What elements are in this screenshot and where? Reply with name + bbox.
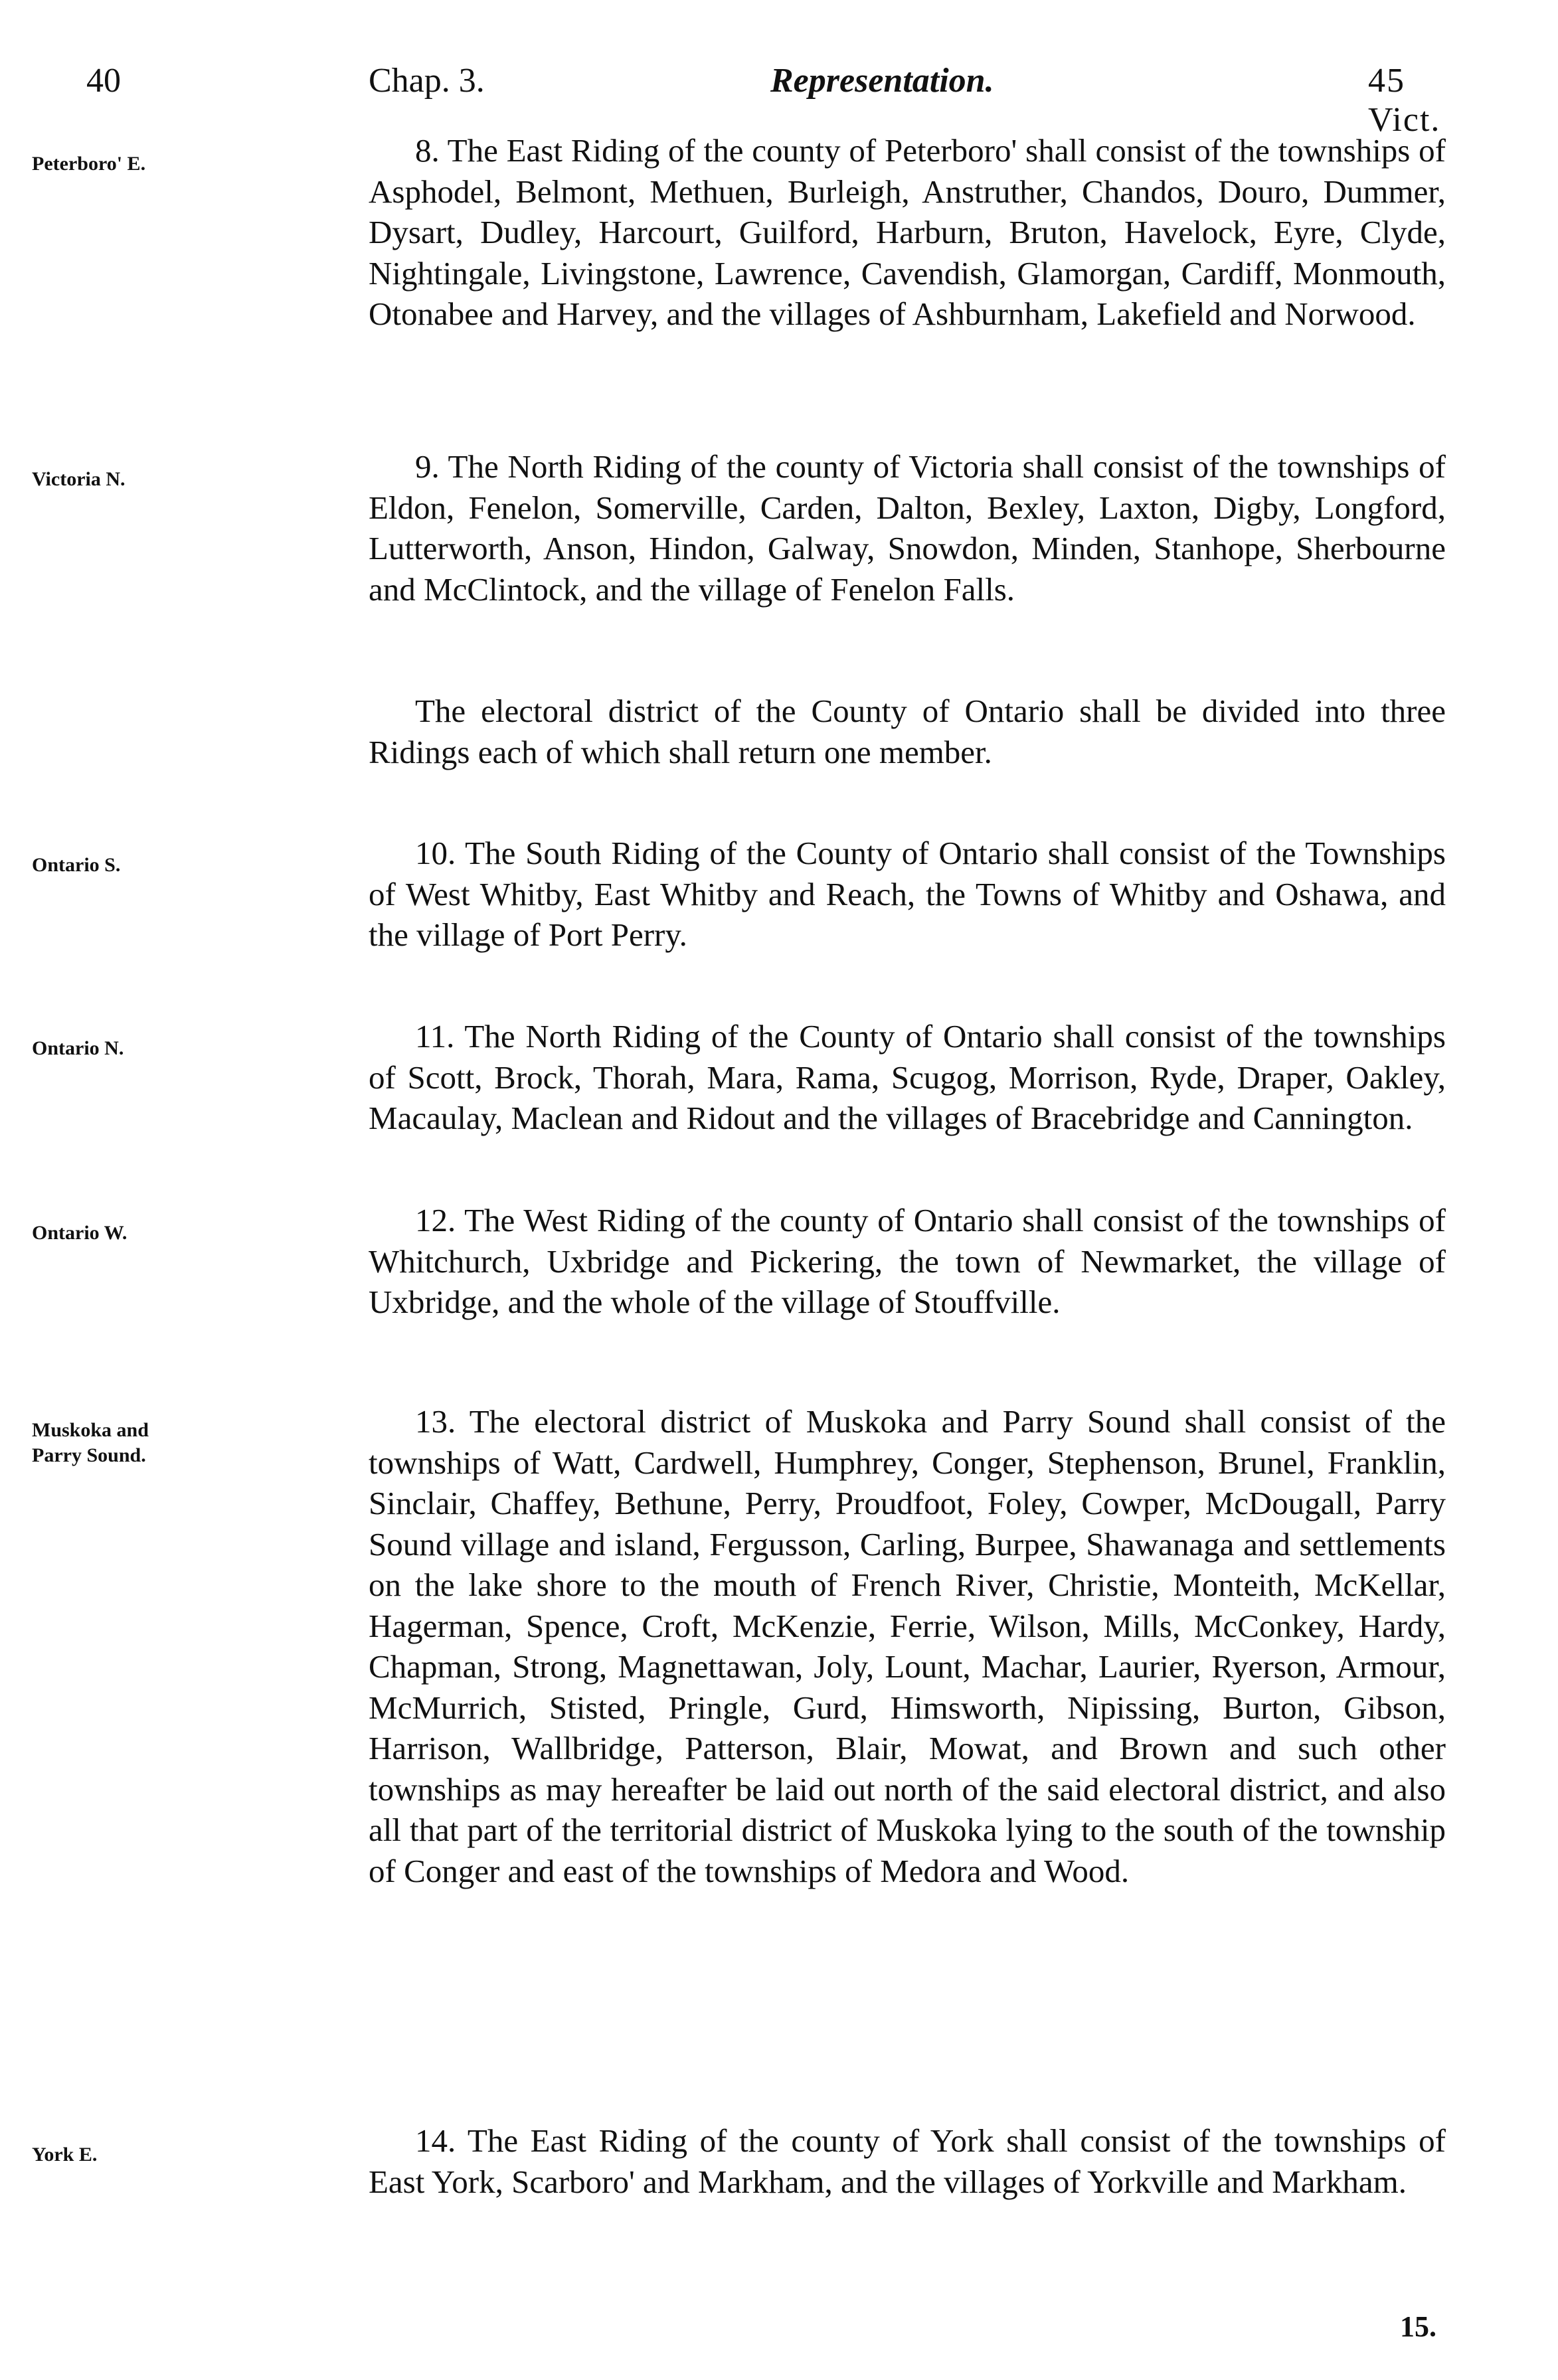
reign-label: 45 Vict. (1368, 62, 1441, 139)
section-14: 14. The East Riding of the county of York shall consist of the townships of East York, Scarboro' and Markham, and the villages of Yorkville and Markham. (369, 2122, 1446, 2200)
running-head (66, 61, 1474, 139)
margin-note-ontario-south: Ontario S. (32, 854, 121, 876)
section-10: 10. The South Riding of the County of Ontario shall consist of the Townships of West Whitby, East Whitby and Reach, the Towns of Whitby and Oshawa, and the village of Port Perry. (369, 835, 1446, 953)
ontario-division-paragraph: The electoral district of the County of Ontario shall be divided into three Ridings each of which shall return one member. (369, 693, 1446, 770)
section-13: 13. The electoral district of Muskoka and Parry Sound shall consist of the townships of Watt, Cardwell, Humphrey, Conger, Stephenson, Brunel, Franklin, Sinclair, Chaffey, Bethune, Perry, Proudfoot, Foley, Cowper, McDougall, Parry Sound village and island, Fergusson, Carling, Burpee, Shawanaga and settlements on the lake shore to the mouth of French River, Christie, Monteith, McKellar, Hagerman, Spence, Croft, McKenzie, Ferrie, Wilson, Mills, McConkey, Hardy, Chapman, Strong, Magnettawan, Joly, Lount, Machar, Laurier, Ryerson, Armour, McMurrich, Stisted, Pringle, Gurd, Himsworth, Nipissing, Burton, Gibson, Harrison, Wallbridge, Patterson, Blair, Mowat, and Brown and such other townships as may hereafter be laid out north of the said electoral district, and also all that part of the territorial district of Muskoka lying to the south of the township of Conger and east of the townships of Medora and Wood. (369, 1403, 1446, 1889)
margin-note-ontario-north: Ontario N. (32, 1037, 124, 1059)
margin-note-victoria-north: Victoria N. (32, 468, 126, 490)
margin-note-peterboro-east: Peterboro' E. (32, 153, 146, 175)
section-12: 12. The West Riding of the county of Ontario shall consist of the townships of Whitchurch, Uxbridge and Pickering, the town of Newmarket, the village of Uxbridge, and the whole of the village of Stouffville. (369, 1202, 1446, 1320)
margin-note-ontario-west: Ontario W. (32, 1222, 128, 1244)
margin-note-muskoka-parry-sound: Muskoka and Parry Sound. (32, 1419, 149, 1466)
margin-note-york-east: York E. (32, 2144, 98, 2166)
section-8: 8. The East Riding of the county of Peterboro' shall consist of the townships of Asphodel, Belmont, Methuen, Burleigh, Anstruther, Chandos, Douro, Dummer, Dysart, Dudley, Harcourt, Guilford, Harburn, Bruton, Havelock, Eyre, Clyde, Nightingale, Livingstone, Lawrence, Cavendish, Glamorgan, Cardiff, Monmouth, Otonabee and Harvey, and the villages of Ashburnham, Lakefield and Norwood. (369, 132, 1446, 332)
chapter-label: Chap. 3. (369, 62, 485, 100)
section-11: 11. The North Riding of the County of Ontario shall consist of the townships of Scott, Brock, Thorah, Mara, Rama, Scugog, Morrison, Ryde, Draper, Oakley, Macaulay, Maclean and Ridout and the villages of Bracebridge and Cannington. (369, 1018, 1446, 1136)
catchword: 15. (1400, 2310, 1436, 2343)
running-title: Representation. (770, 62, 994, 100)
page-number: 40 (86, 62, 121, 100)
section-9: 9. The North Riding of the county of Victoria shall consist of the townships of Eldon, Fenelon, Somerville, Carden, Dalton, Bexley, Laxton, Digby, Longford, Lutterworth, Anson, Hindon, Galway, Snowdon, Minden, Stanhope, Sherbourne and McClintock, and the village of Fenelon Falls. (369, 448, 1446, 608)
